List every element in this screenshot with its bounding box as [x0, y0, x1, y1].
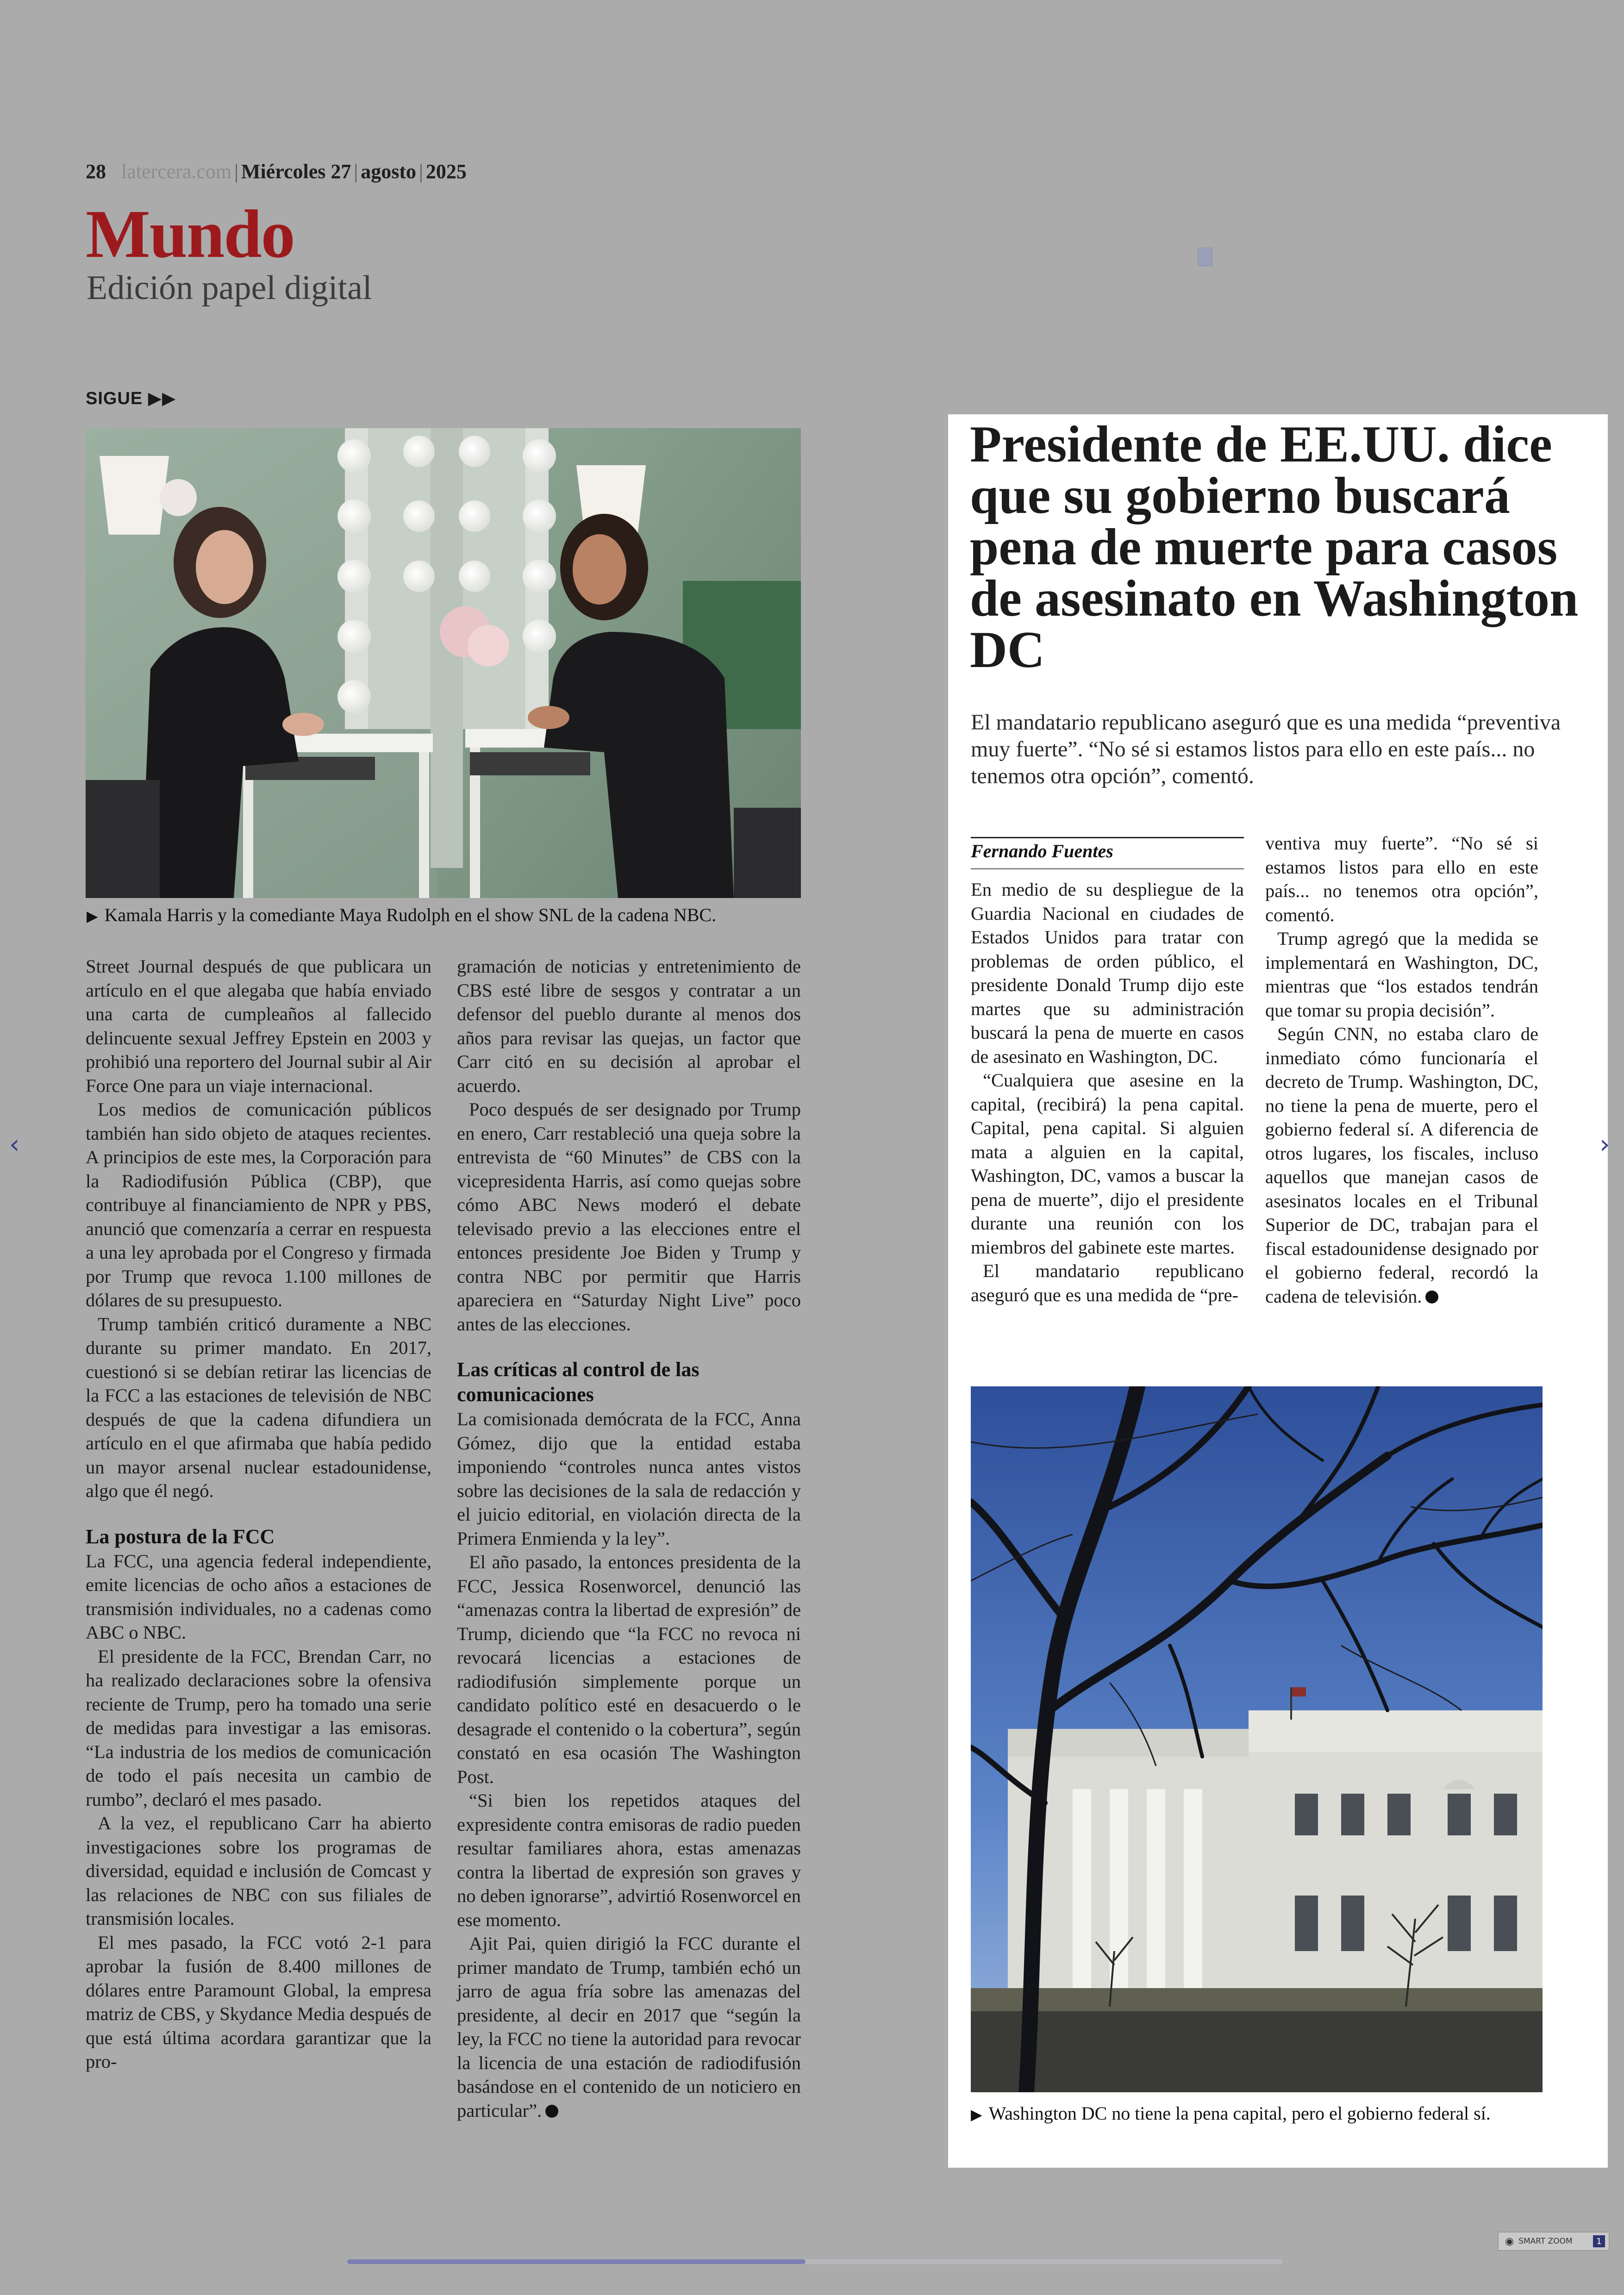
subheading: La postura de la FCC — [86, 1525, 275, 1548]
byline-underline — [971, 868, 1244, 869]
right-article-column-1 — [971, 878, 1244, 1307]
byline-rule — [971, 837, 1244, 838]
paragraph: ventiva muy fuerte”. “No sé si estamos listos para ello en este país... no tenemos otra opción”, comentó. — [1265, 833, 1538, 925]
paragraph: La FCC, una agencia federal independiente, emite licencias de ocho años a estaciones de transmisión individuales, no a cadenas como ABC o NBC. — [86, 1550, 431, 1643]
caption-triangle-icon: ▶ — [87, 908, 98, 924]
paragraph: gramación de noticias y entretenimiento de CBS esté libre de sesgos y contratar a un defensor del pueblo durante al menos dos años para revisar las quejas, un factor que Carr citó en su decisión al aprobar el acuerdo. — [457, 956, 801, 1096]
section-title: Mundo — [86, 196, 294, 272]
smart-zoom-button[interactable] — [1498, 2232, 1610, 2251]
paragraph: Según CNN, no estaba claro de inmediato cómo funcionaría el decreto de Trump. Washington, DC, no tiene la pena de muerte, pero el gobierno federal sí. A diferencia de otros lugares, los fiscales, incluso aquellos que manejan casos de asesinatos locales en el Tribunal Superior de DC, trabajan para el fiscal estadounidense designado por el gobierno federal, recordó la cadena de televisión. — [1265, 1023, 1538, 1307]
page-progress-fill — [347, 2259, 806, 2264]
date-year: 2025 — [425, 160, 467, 183]
date-month: agosto — [361, 160, 416, 183]
next-page-button[interactable]: › — [1599, 1129, 1610, 1160]
article-headline: Presidente de EE.UU. dice que su gobierno buscará pena de muerte para casos de asesinato en Washington DC — [970, 416, 1579, 679]
paragraph: Street Journal después de que publicara un artículo en el que alegaba que había enviado una carta de cumpleaños al fallecido delincuente sexual Jeffrey Epstein en 2003 y prohibió una reportero del Journal subir al Air Force One para un viaje internacional. — [86, 956, 431, 1096]
paragraph: En medio de su despliegue de la Guardia Nacional en ciudades de Estados Unidos para tratar con problemas de orden público, el presidente Donald Trump dijo este martes que su administración buscará la pena de muerte en casos de asesinato en Washington, DC. — [971, 879, 1244, 1067]
white-house-photo-caption: ▶ Washington DC no tiene la pena capital, pero el gobierno federal sí. — [971, 2103, 1491, 2124]
site-name: latercera.com — [121, 160, 232, 183]
paragraph: Ajit Pai, quien dirigió la FCC durante el primer mandato de Trump, también echó un jarro de agua fría sobre las amenazas del presidente, al decir en 2017 que “según la ley, la FCC no tiene la autoridad para revocar la licencia de una estación de radiodifusión basándose en el contenido de un noticiero en particular”. — [457, 1933, 801, 2121]
paragraph: El mes pasado, la FCC votó 2-1 para aprobar la fusión de 8.400 millones de dólares entre Paramount Global, la empresa matriz de CBS, y Skydance Media después de que está última acordara garantizar que la pro- — [86, 1932, 431, 2072]
paragraph: “Cualquiera que asesine en la capital, (recibirá) la pena capital. Capital, pena capital. Si alguien mata a alguien en la capital, Washington, DC, vamos a buscar la pena de muerte”, dijo el presidente durante una reunión con los miembros del gabinete este martes. — [971, 1070, 1244, 1258]
paragraph: Trump también criticó duramente a NBC durante su primer mandato. En 2017, cuestionó si se debían retirar las licencias de la FCC a las estaciones de televisión de NBC después de que la cadena difundiera un artículo en el que afirmaba que había pedido un mayor arsenal nuclear estadounidense, algo que él negó. — [86, 1313, 431, 1501]
end-mark-icon — [545, 2105, 558, 2118]
paragraph: Trump agregó que la medida se implementará en Washington, DC, mientras que “los estados tendrán que tomar su propia decisión”. — [1265, 928, 1538, 1021]
smart-zoom-label: SMART ZOOM — [1518, 2237, 1573, 2246]
prev-page-button[interactable]: ‹ — [9, 1129, 20, 1160]
white-house-photo — [971, 1386, 1543, 2092]
article-dek: El mandatario republicano aseguró que es una medida “preventiva muy fuerte”. “No sé si estamos listos para ello en este país... no tenemos otra opción”, comentó. — [971, 710, 1561, 788]
page-folio: 28 latercera.com | Miércoles 27 | agosto | 2025 — [86, 160, 467, 183]
byline: Fernando Fuentes — [971, 841, 1113, 861]
paragraph: Poco después de ser designado por Trump en enero, Carr restableció una queja sobre la entrevista de “60 Minutes” de CBS con la vicepresidenta Harris, así como quejas sobre cómo ABC News moderó el debate televisado previo a las elecciones entre el entonces presidente Joe Biden y Trump y contra NBC por permitir que Harris apareciera en “Saturday Night Live” poco antes de las elecciones. — [457, 1099, 801, 1335]
edition-subtitle: Edición papel digital — [87, 269, 372, 307]
snl-photo — [86, 428, 801, 898]
paragraph: “Si bien los repetidos ataques del expresidente contra emisoras de radio pueden resultar familiares ahora, estas amenazas contra la libertad de expresión son graves y no deben ignorarse”, advirtió Rosenworcel en ese momento. — [457, 1790, 801, 1930]
continues-label: SIGUE ▶▶ — [86, 389, 176, 408]
subheading: Las críticas al control de las comunicaciones — [457, 1358, 700, 1406]
left-article-column-2 — [457, 954, 801, 2122]
date-weekday-day: Miércoles 27 — [241, 160, 351, 183]
smart-zoom-badge: 1 — [1593, 2235, 1605, 2247]
snl-photo-illustration — [86, 428, 801, 898]
snl-photo-caption: ▶ Kamala Harris y la comediante Maya Rudolph en el show SNL de la cadena NBC. — [87, 904, 717, 925]
paragraph: La comisionada demócrata de la FCC, Anna Gómez, dijo que la entidad estaba imponiendo “controles nunca antes vistos sobre las decisiones de la sala de redacción y el juicio editorial, en violación directa de la Primera Enmienda y la ley”. — [457, 1409, 801, 1549]
white-house-photo-illustration — [971, 1386, 1543, 2092]
left-article-column-1 — [86, 954, 431, 2074]
paragraph: El año pasado, la entonces presidenta de la FCC, Jessica Rosenworcel, denunció las “amenazas contra la libertad de expresión” de Trump, diciendo que “la FCC no revoca ni revocará licencias a estaciones de radiodifusión simplemente porque un candidato político esté en desacuerdo o le desagrade el contenido o la cobertura”, según constató en esa ocasión The Washington Post. — [457, 1552, 801, 1787]
paragraph: El presidente de la FCC, Brendan Carr, no ha realizado declaraciones sobre la ofensiva reciente de Trump, pero ha tomado una serie de medidas para investigar a las emisoras. “La industria de los medios de comunicación de todo el país necesita un cambio de rumbo”, declaró el mes pasado. — [86, 1646, 431, 1810]
paragraph: Los medios de comunicación públicos también han sido objeto de ataques recientes. A principios de este mes, la Corporación para la Radiodifusión Pública (CBP), que contribuye al financiamiento de NPR y PBS, anunció que comenzaría a cerrar en respuesta a una ley aprobada por el Congreso y firmada por Trump que revoca 1.100 millones de dólares de su presupuesto. — [86, 1099, 431, 1310]
right-article-column-2 — [1265, 831, 1538, 1308]
page-number: 28 — [86, 160, 106, 183]
paragraph: A la vez, el republicano Carr ha abierto investigaciones sobre los programas de diversidad, equidad e inclusión de Comcast y las relaciones de NBC con sus filiales de transmisión locales. — [86, 1813, 431, 1929]
eye-icon: ◉ — [1505, 2235, 1514, 2247]
end-mark-icon — [1425, 1291, 1438, 1303]
paragraph: El mandatario republicano aseguró que es una medida de “pre- — [971, 1260, 1244, 1305]
caption-triangle-icon: ▶ — [971, 2106, 982, 2123]
ad-marker-icon — [1198, 248, 1212, 266]
